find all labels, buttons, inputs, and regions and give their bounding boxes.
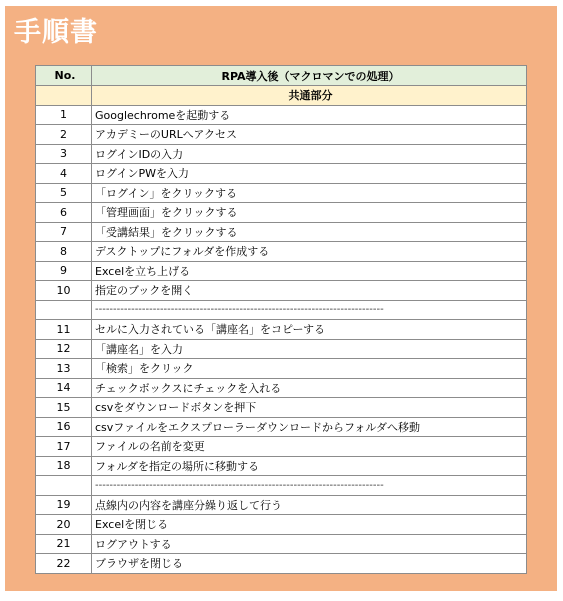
row-number: 19	[36, 495, 92, 515]
row-description: アカデミーのURLへアクセス	[92, 125, 527, 145]
row-description: ログインIDの入力	[92, 144, 527, 164]
table-row	[36, 183, 527, 203]
table-row	[36, 378, 527, 398]
row-description: セルに入力されている「講座名」をコピーする	[92, 320, 527, 340]
row-number: 7	[36, 222, 92, 242]
table-row	[36, 437, 527, 457]
row-description: Googlechromeを起動する	[92, 105, 527, 125]
row-number: 20	[36, 515, 92, 535]
row-number	[36, 300, 92, 320]
row-number: 10	[36, 281, 92, 301]
row-number	[36, 476, 92, 496]
header-no: No.	[36, 66, 92, 86]
row-number: 13	[36, 359, 92, 379]
row-description: 「受講結果」をクリックする	[92, 222, 527, 242]
row-description: csvをダウンロードボタンを押下	[92, 398, 527, 418]
row-number: 15	[36, 398, 92, 418]
table-row	[36, 261, 527, 281]
table-header-row	[36, 66, 527, 86]
row-description: デスクトップにフォルダを作成する	[92, 242, 527, 262]
row-description: ブラウザを閉じる	[92, 554, 527, 574]
table-row	[36, 456, 527, 476]
row-description: 「管理画面」をクリックする	[92, 203, 527, 223]
row-description: 点線内の内容を講座分繰り返して行う	[92, 495, 527, 515]
table-row	[36, 222, 527, 242]
section-row	[36, 86, 527, 106]
row-number: 8	[36, 242, 92, 262]
table-row	[36, 281, 527, 301]
row-description: ログインPWを入力	[92, 164, 527, 184]
row-number: 22	[36, 554, 92, 574]
row-number: 1	[36, 105, 92, 125]
section-no-cell	[36, 86, 92, 106]
table-row	[36, 203, 527, 223]
row-number: 9	[36, 261, 92, 281]
table-row	[36, 144, 527, 164]
row-number: 14	[36, 378, 92, 398]
row-separator: --------------------------------------------------------------------------------	[92, 300, 527, 320]
row-description: 「検索」をクリック	[92, 359, 527, 379]
row-description: Excelを閉じる	[92, 515, 527, 535]
table-row	[36, 398, 527, 418]
row-number: 17	[36, 437, 92, 457]
table-row	[36, 242, 527, 262]
table-row	[36, 554, 527, 574]
table-row	[36, 320, 527, 340]
page-title: 手順書	[14, 17, 98, 48]
table-row	[36, 476, 527, 496]
row-description: フォルダを指定の場所に移動する	[92, 456, 527, 476]
row-description: 「ログイン」をクリックする	[92, 183, 527, 203]
row-number: 21	[36, 534, 92, 554]
row-number: 5	[36, 183, 92, 203]
table-row	[36, 339, 527, 359]
row-description: 指定のブックを開く	[92, 281, 527, 301]
row-description: Excelを立ち上げる	[92, 261, 527, 281]
row-number: 3	[36, 144, 92, 164]
table-row	[36, 300, 527, 320]
row-description: チェックボックスにチェックを入れる	[92, 378, 527, 398]
row-number: 12	[36, 339, 92, 359]
row-number: 16	[36, 417, 92, 437]
row-number: 18	[36, 456, 92, 476]
row-number: 4	[36, 164, 92, 184]
table-row	[36, 105, 527, 125]
table-row	[36, 359, 527, 379]
table-row	[36, 495, 527, 515]
row-number: 2	[36, 125, 92, 145]
header-description: RPA導入後（マクロマンでの処理）	[92, 66, 527, 86]
table-row	[36, 164, 527, 184]
table-row	[36, 417, 527, 437]
table-row	[36, 534, 527, 554]
table-row	[36, 515, 527, 535]
row-number: 6	[36, 203, 92, 223]
row-description: ファイルの名前を変更	[92, 437, 527, 457]
row-number: 11	[36, 320, 92, 340]
row-description: csvファイルをエクスプローラーダウンロードからフォルダへ移動	[92, 417, 527, 437]
procedure-table	[35, 65, 527, 574]
row-description: ログアウトする	[92, 534, 527, 554]
row-separator: --------------------------------------------------------------------------------	[92, 476, 527, 496]
section-label: 共通部分	[92, 86, 527, 106]
table-row	[36, 125, 527, 145]
row-description: 「講座名」を入力	[92, 339, 527, 359]
